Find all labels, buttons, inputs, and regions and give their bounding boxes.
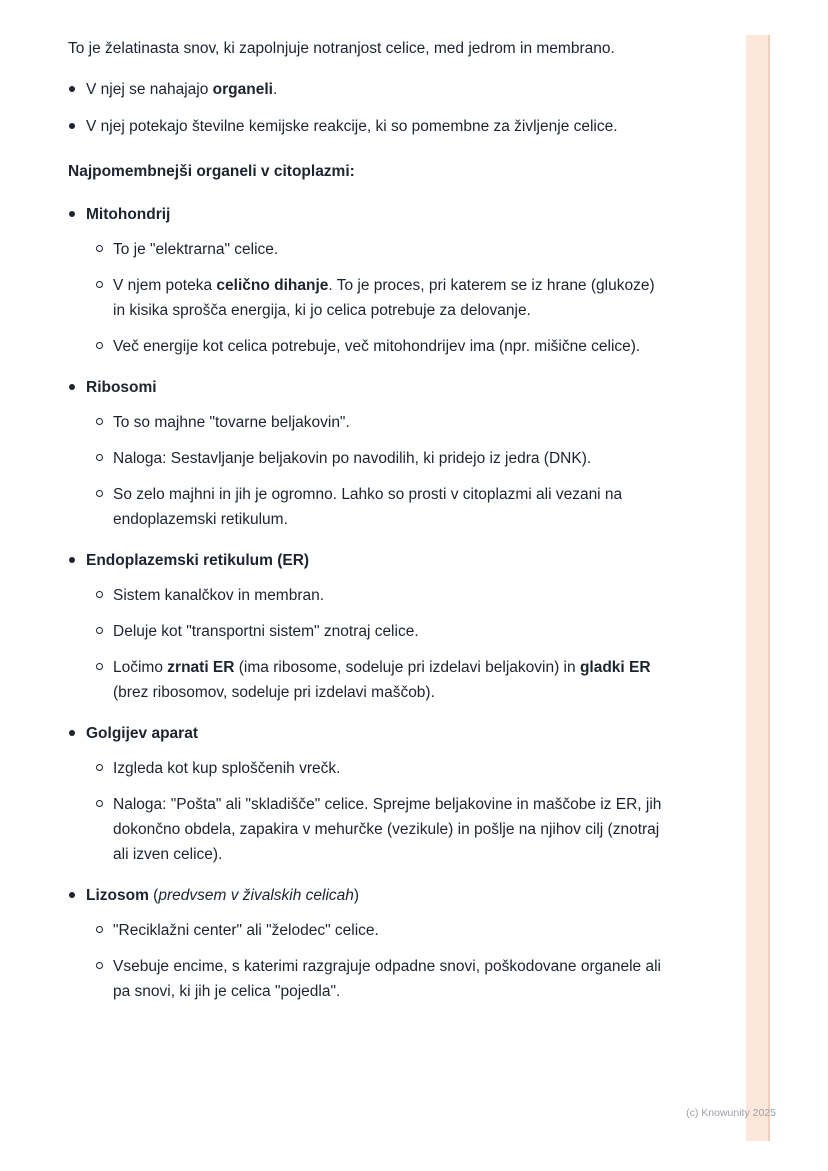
list-item-text [113,273,662,323]
text-segment: Deluje kot "transportni sistem" znotraj celice. [113,623,419,640]
bullet-icon [69,730,75,736]
list-item-text [86,77,662,102]
text-segment: (brez ribosomov, sodeluje pri izdelavi maščob). [113,684,435,701]
list-item-text [86,883,662,908]
sub-list-item-row [95,482,662,532]
text-segment: (ima ribosome, sodeluje pri izdelavi beljakovin) in [234,659,580,676]
bullet-icon [69,86,75,92]
sub-list-item-row [95,918,662,943]
text-segment: Golgijev aparat [86,725,198,742]
list-item-text [113,918,662,943]
text-segment: . [272,81,278,98]
sub-bullet-list [95,410,662,532]
sub-list-item-row [95,792,662,867]
sub-bullet-icon [96,764,103,771]
sub-bullet-icon [96,800,103,807]
text-segment: Najpomembnejši organeli v citoplazmi: [68,163,355,180]
sub-bullet-icon [96,663,103,670]
sub-bullet-icon [96,962,103,969]
text-segment: celično dihanje [216,277,329,294]
bullet-icon [69,211,75,217]
sub-list-item-row [95,619,662,644]
text-segment: To je "elektrarna" celice. [113,241,279,258]
sub-bullet-list [95,237,662,359]
text-segment: So zelo majhni in jih je ogromno. Lahko so prosti v citoplazmi ali vezani na endoplazemski retikulum. [113,486,623,528]
text-segment: ( [148,887,159,904]
list-item-text [113,619,662,644]
list-item [68,375,662,532]
bullet-icon [69,384,75,390]
bullet-icon [69,123,75,129]
list-item-text [113,410,662,435]
sub-bullet-icon [96,591,103,598]
text-segment: To so majhne "tovarne beljakovin". [113,414,350,431]
text-segment: V njem poteka [113,277,217,294]
text-segment: V njej se nahajajo [86,81,213,98]
bullet-list [68,77,662,139]
list-item-row [68,721,662,746]
sub-bullet-icon [96,342,103,349]
list-item-text [86,202,662,227]
text-segment: Lizosom [86,887,149,904]
sub-list-item-row [95,954,662,1004]
text-segment: Endoplazemski retikulum (ER) [86,552,310,569]
list-item-text [113,237,662,262]
list-item [68,883,662,1004]
sub-bullet-icon [96,418,103,425]
sub-bullet-icon [96,245,103,252]
sub-bullet-list [95,583,662,705]
list-item-text [113,792,662,867]
sub-bullet-icon [96,926,103,933]
text-segment: V njej potekajo številne kemijske reakcije, ki so pomembne za življenje celice. [86,118,618,135]
list-item-row [68,114,662,139]
text-segment: predvsem v živalskih celicah [158,887,354,904]
list-item [68,114,662,139]
list-item [68,77,662,102]
sub-bullet-icon [96,454,103,461]
text-segment: "Reciklažni center" ali "želodec" celice. [113,922,379,939]
list-item-text [113,954,662,1004]
text-segment: organeli [212,81,273,98]
text-segment: ) [353,887,360,904]
list-item-text [113,482,662,532]
list-item-row [68,202,662,227]
list-item-text [86,375,662,400]
section-heading [68,159,662,184]
text-segment: . To je proces, pri katerem se iz hrane (glukoze) in kisika sprošča energija, ki jo celica potrebuje za delovanje. [113,277,655,319]
sub-bullet-icon [96,627,103,634]
sub-bullet-list [95,756,662,867]
list-item-row [68,77,662,102]
list-item-text [113,583,662,608]
sub-list-item-row [95,446,662,471]
list-item-row [68,883,662,908]
text-segment: Več energije kot celica potrebuje, več mitohondrijev ima (npr. mišične celice). [113,338,641,355]
paragraph [68,36,662,61]
text-segment: Sistem kanalčkov in membran. [113,587,325,604]
list-item [68,202,662,359]
list-item-text [113,655,662,705]
list-item-text [113,334,662,359]
sub-bullet-icon [96,490,103,497]
sub-bullet-list [95,918,662,1004]
sub-list-item-row [95,237,662,262]
text-segment: To je želatinasta snov, ki zapolnjuje notranjost celice, med jedrom in membrano. [68,40,615,57]
list-item-text [86,548,662,573]
bullet-list [68,202,662,1004]
text-segment: Ribosomi [86,379,157,396]
bullet-icon [69,892,75,898]
text-segment: Naloga: Sestavljanje beljakovin po navodilih, ki pridejo iz jedra (DNK). [113,450,592,467]
list-item-text [113,756,662,781]
list-item-row [68,375,662,400]
sub-list-item-row [95,655,662,705]
text-segment: zrnati ER [167,659,235,676]
text-segment: Ločimo [113,659,168,676]
list-item-text [86,114,662,139]
list-item [68,548,662,705]
sub-list-item-row [95,334,662,359]
sub-bullet-icon [96,281,103,288]
footer-credit: (c) Knowunity 2025 [686,1107,776,1119]
text-segment: gladki ER [579,659,651,676]
text-segment: Vsebuje encime, s katerimi razgrajuje odpadne snovi, poškodovane organele ali pa snovi, ki jih je celica "pojedla". [113,958,661,1000]
sub-list-item-row [95,583,662,608]
list-item [68,721,662,867]
sub-list-item-row [95,273,662,323]
list-item-text [113,446,662,471]
list-item-row [68,548,662,573]
list-item-text [86,721,662,746]
text-segment: Izgleda kot kup sploščenih vrečk. [113,760,341,777]
text-segment: Mitohondrij [86,206,171,223]
text-segment: Naloga: "Pošta" ali "skladišče" celice. Sprejme beljakovine in maščobe iz ER, jih dokončno obdela, zapakira v mehurčke (vezikule) in pošlje na njihov cilj (znotraj ali izven celice). [113,796,662,863]
sub-list-item-row [95,756,662,781]
sub-list-item-row [95,410,662,435]
bullet-icon [69,557,75,563]
